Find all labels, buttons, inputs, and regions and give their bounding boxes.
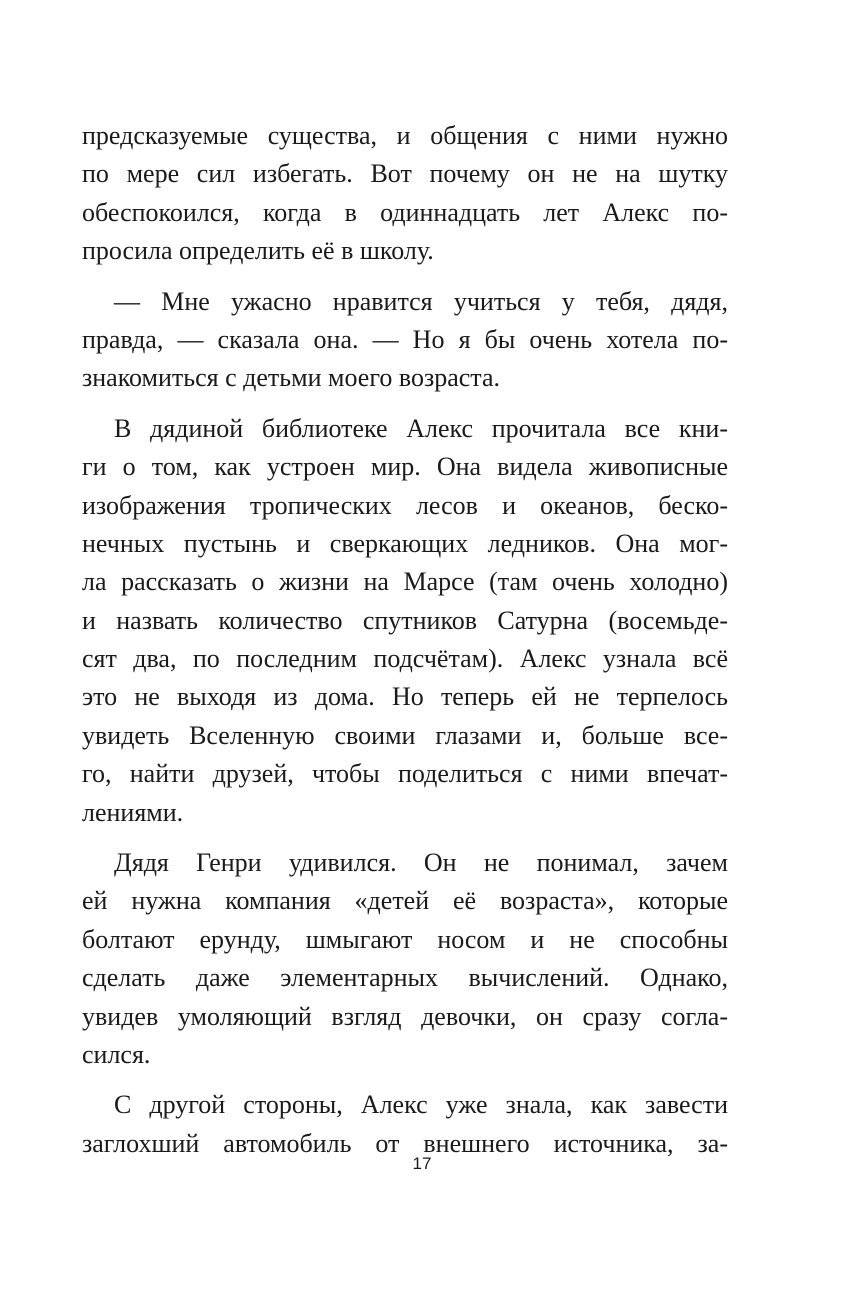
- text-line: В дядиной библиотеке Алекс прочитала все кни-: [114, 413, 728, 443]
- page-number: 17: [412, 1154, 432, 1173]
- text-line: увидеть Вселенную своими глазами и, больше все-: [82, 720, 728, 750]
- text-line: изображения тропических лесов и океанов, беско-: [82, 490, 728, 520]
- text-line: и назвать количество спутников Сатурна (восемьде-: [82, 605, 728, 635]
- text-line: сился.: [82, 1039, 151, 1069]
- paragraph: [82, 117, 728, 271]
- paragraph: [82, 410, 728, 832]
- text-line: просила определить её в школу.: [82, 236, 434, 266]
- text-line: ей нужна компания «детей её возраста», которые: [82, 886, 728, 916]
- paragraph: [82, 283, 728, 398]
- text-line: лениями.: [82, 797, 184, 827]
- text-line: сят два, по последним подсчётам). Алекс узнала всё: [82, 644, 728, 674]
- text-line: предсказуемые существа, и общения с ними нужно: [82, 121, 728, 150]
- text-line: Дядя Генри удивился. Он не понимал, зачем: [114, 848, 728, 878]
- text-line: правда, — сказала она. — Но я бы очень хотела по-: [82, 324, 728, 354]
- body-text: [82, 117, 728, 1163]
- text-line: — Мне ужасно нравится учиться у тебя, дядя,: [114, 286, 728, 316]
- text-line: сделать даже элементарных вычислений. Однако,: [82, 963, 728, 993]
- text-line: ги о том, как устроен мир. Она видела живописные: [82, 452, 728, 482]
- text-line: го, найти друзей, чтобы поделиться с ними впечат-: [82, 759, 728, 789]
- text-line: знакомиться с детьми моего возраста.: [82, 363, 501, 393]
- text-line: С другой стороны, Алекс уже знала, как завести: [114, 1090, 728, 1120]
- text-line: увидев умоляющий взгляд девочки, он сразу согла-: [82, 1001, 728, 1031]
- text-line: ла рассказать о жизни на Марсе (там очень холодно): [82, 567, 728, 597]
- text-line: заглохший автомобиль от внешнего источника, за-: [82, 1128, 728, 1158]
- paragraph: [82, 844, 728, 1074]
- text-line: нечных пустынь и сверкающих ледников. Она мог-: [82, 528, 728, 558]
- paragraph: [82, 1086, 728, 1163]
- text-line: обеспокоился, когда в одиннадцать лет Алекс по-: [82, 197, 728, 227]
- text-line: по мере сил избегать. Вот почему он не на шутку: [82, 159, 728, 189]
- text-line: болтают ерунду, шмыгают носом и не способны: [82, 924, 728, 954]
- text-line: это не выходя из дома. Но теперь ей не терпелось: [82, 682, 728, 712]
